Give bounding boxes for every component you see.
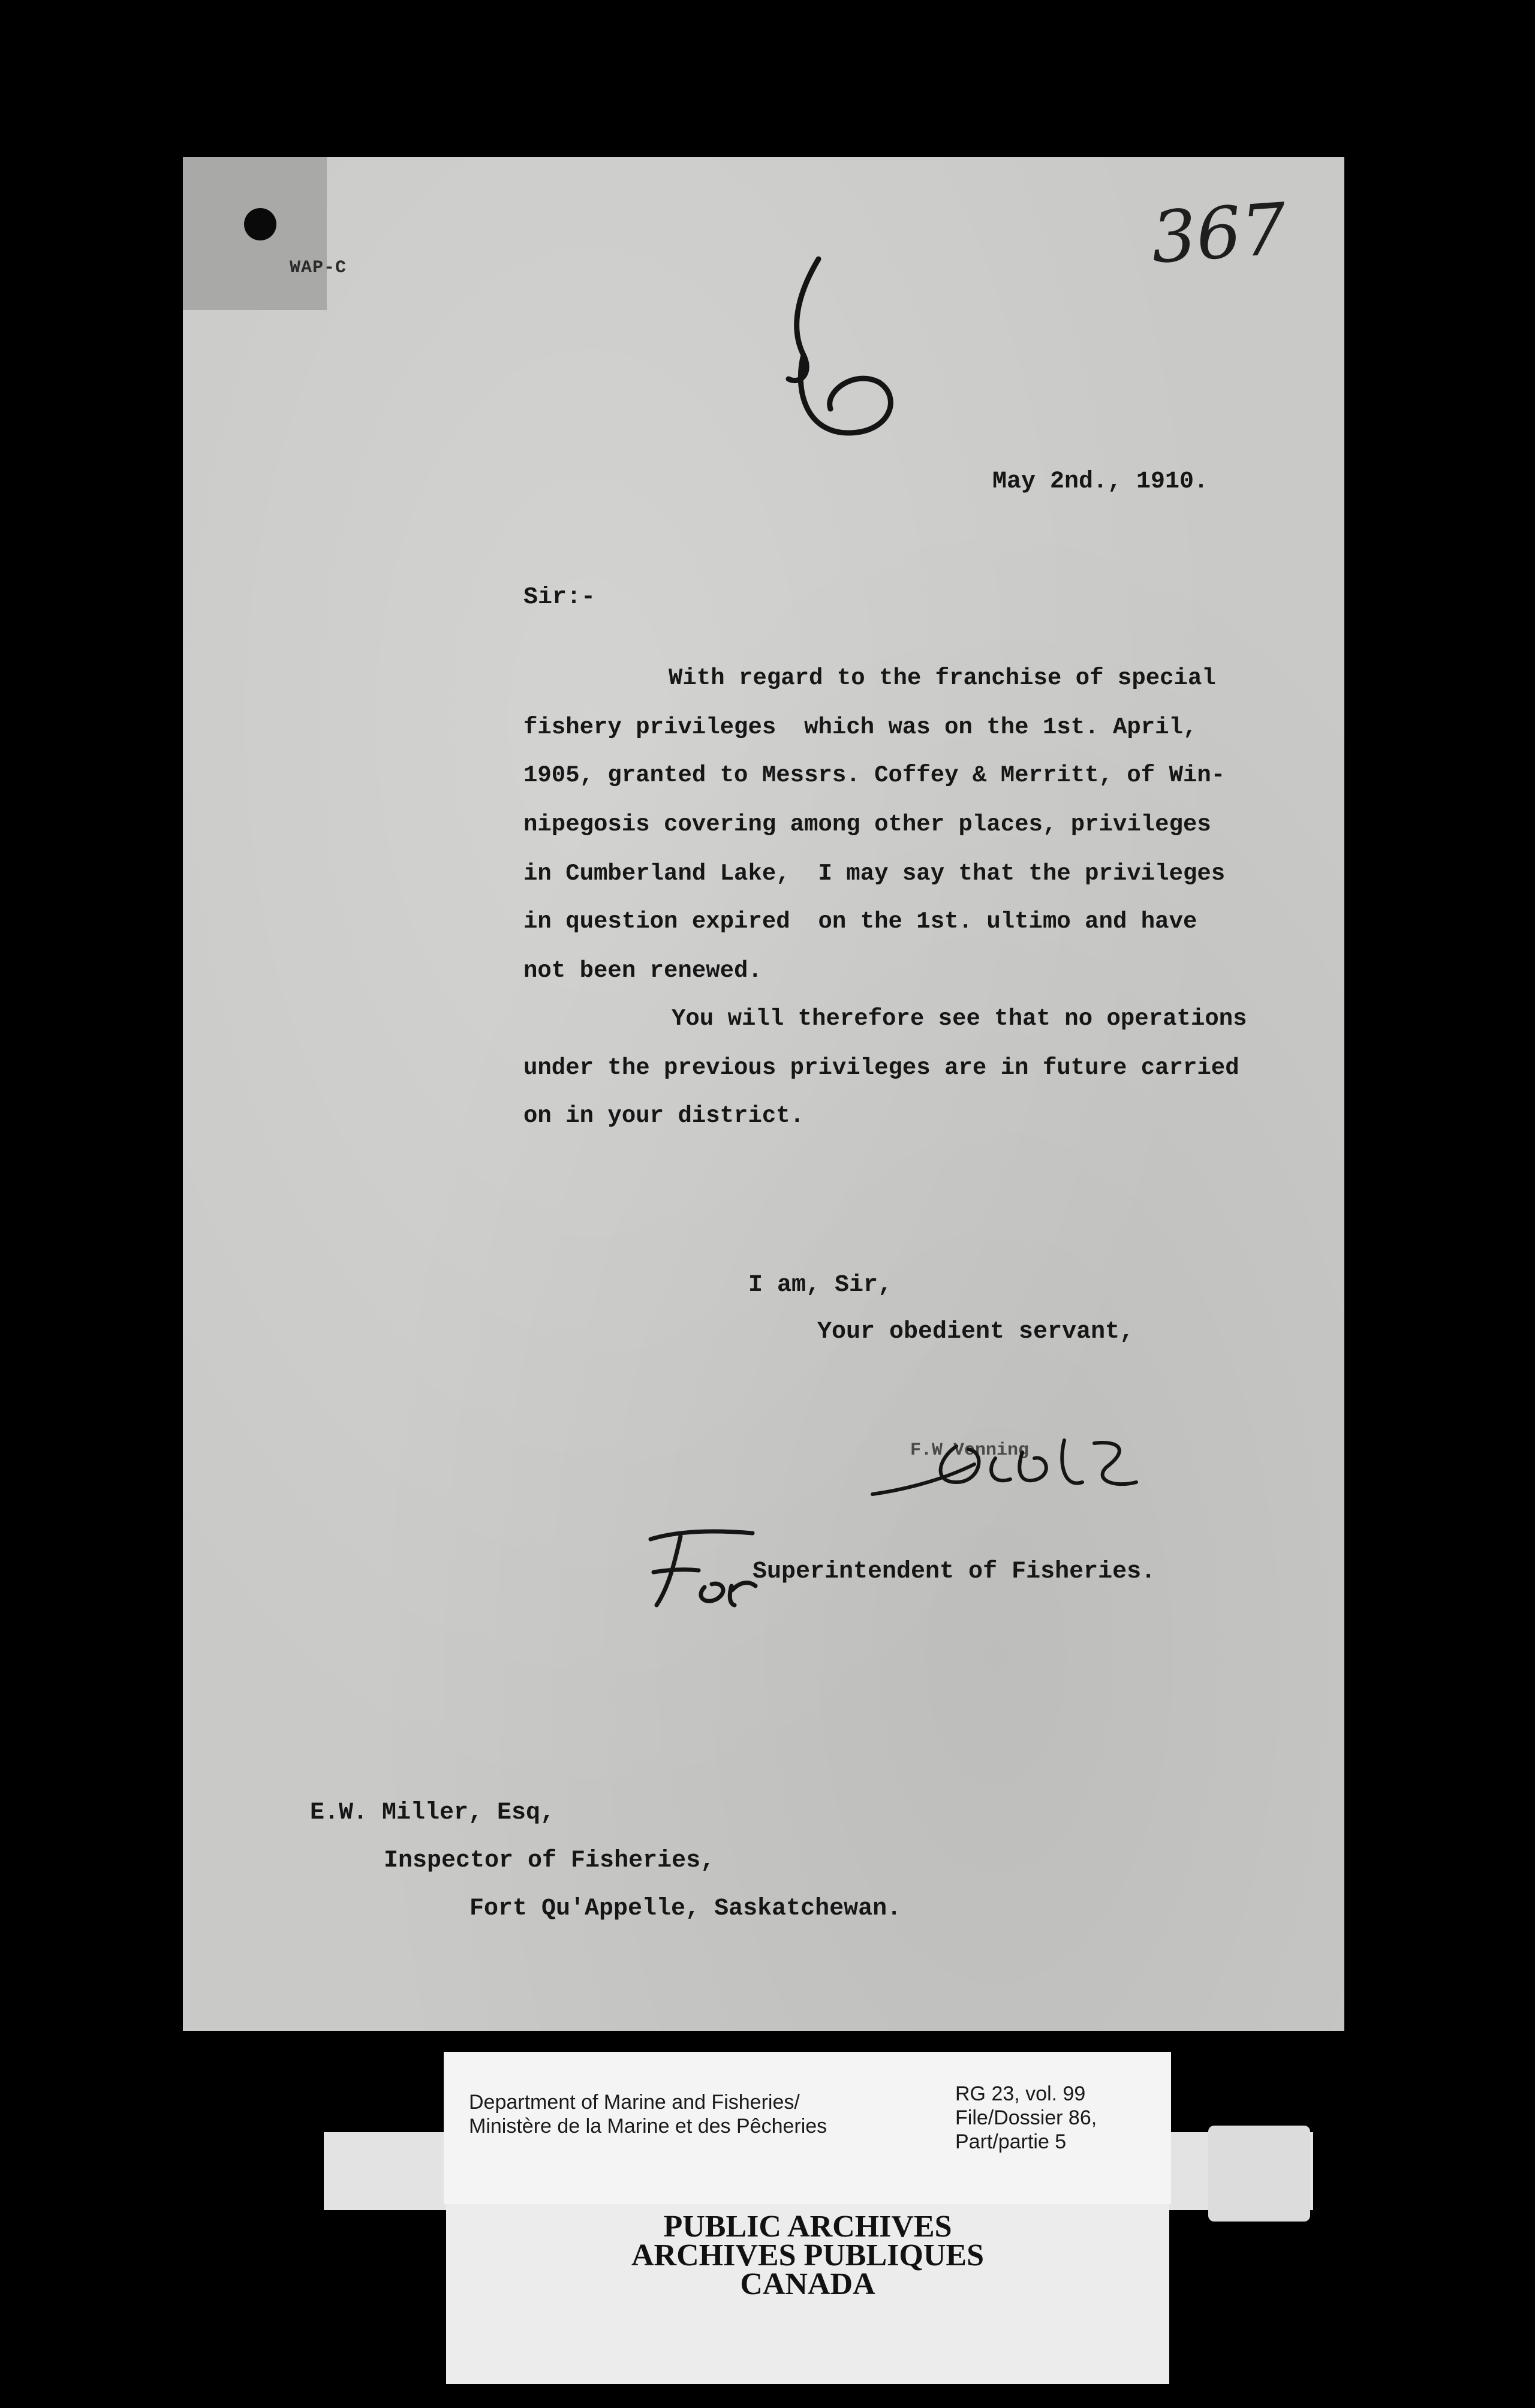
letter-page	[183, 157, 1344, 2031]
archives-line-3: CANADA	[740, 2267, 875, 2301]
signoff-title: Superintendent of Fisheries.	[753, 1558, 1156, 1585]
body-line: fishery privileges which was on the 1st. April,	[523, 714, 1197, 741]
body-line: not been renewed.	[523, 958, 762, 984]
department-fr: Ministère de la Marine et des Pêcheries	[469, 2115, 827, 2138]
body-line: 1905, granted to Messrs. Coffey & Merritt, of Win-	[523, 762, 1226, 788]
archives-line-2: ARCHIVES PUBLIQUES	[631, 2238, 985, 2272]
department-en: Department of Marine and Fisheries/	[469, 2091, 800, 2114]
file-code: WAP-C	[290, 258, 347, 278]
archive-reference-label	[444, 2052, 1171, 2204]
letter-date: May 2nd., 1910.	[992, 468, 1209, 495]
handwritten-for-mark	[639, 1521, 759, 1611]
reference-rg: RG 23, vol. 99	[955, 2082, 1086, 2105]
archives-line-1: PUBLIC ARCHIVES	[663, 2210, 952, 2244]
addressee-title: Inspector of Fisheries,	[384, 1847, 715, 1874]
handwritten-signature	[866, 1422, 1142, 1512]
body-line: With regard to the franchise of special	[669, 665, 1216, 691]
label-clip	[1208, 2126, 1310, 2222]
body-line: on in your district.	[523, 1103, 805, 1129]
body-line: You will therefore see that no operations	[672, 1006, 1247, 1032]
body-line: in question expired on the 1st. ultimo and have	[523, 908, 1197, 935]
reference-part: Part/partie 5	[955, 2130, 1067, 2153]
typed-signature: F.W.Venning	[910, 1440, 1030, 1461]
addressee-name: E.W. Miller, Esq,	[310, 1799, 555, 1826]
body-line: in Cumberland Lake, I may say that the privileges	[523, 860, 1226, 887]
addressee-location: Fort Qu'Appelle, Saskatchewan.	[469, 1895, 902, 1922]
body-line: under the previous privileges are in future carried	[523, 1055, 1239, 1081]
archives-stamp	[446, 2204, 1169, 2384]
handwritten-folio-mark	[776, 253, 932, 457]
body-line: nipegosis covering among other places, privileges	[523, 811, 1211, 838]
reference-file: File/Dossier 86,	[955, 2106, 1097, 2129]
page-number: 367	[1148, 187, 1289, 279]
closing-line-2: Your obedient servant,	[817, 1319, 1134, 1346]
punch-hole	[244, 208, 276, 240]
salutation: Sir:-	[523, 584, 596, 611]
closing: I am, Sir,	[748, 1272, 893, 1299]
